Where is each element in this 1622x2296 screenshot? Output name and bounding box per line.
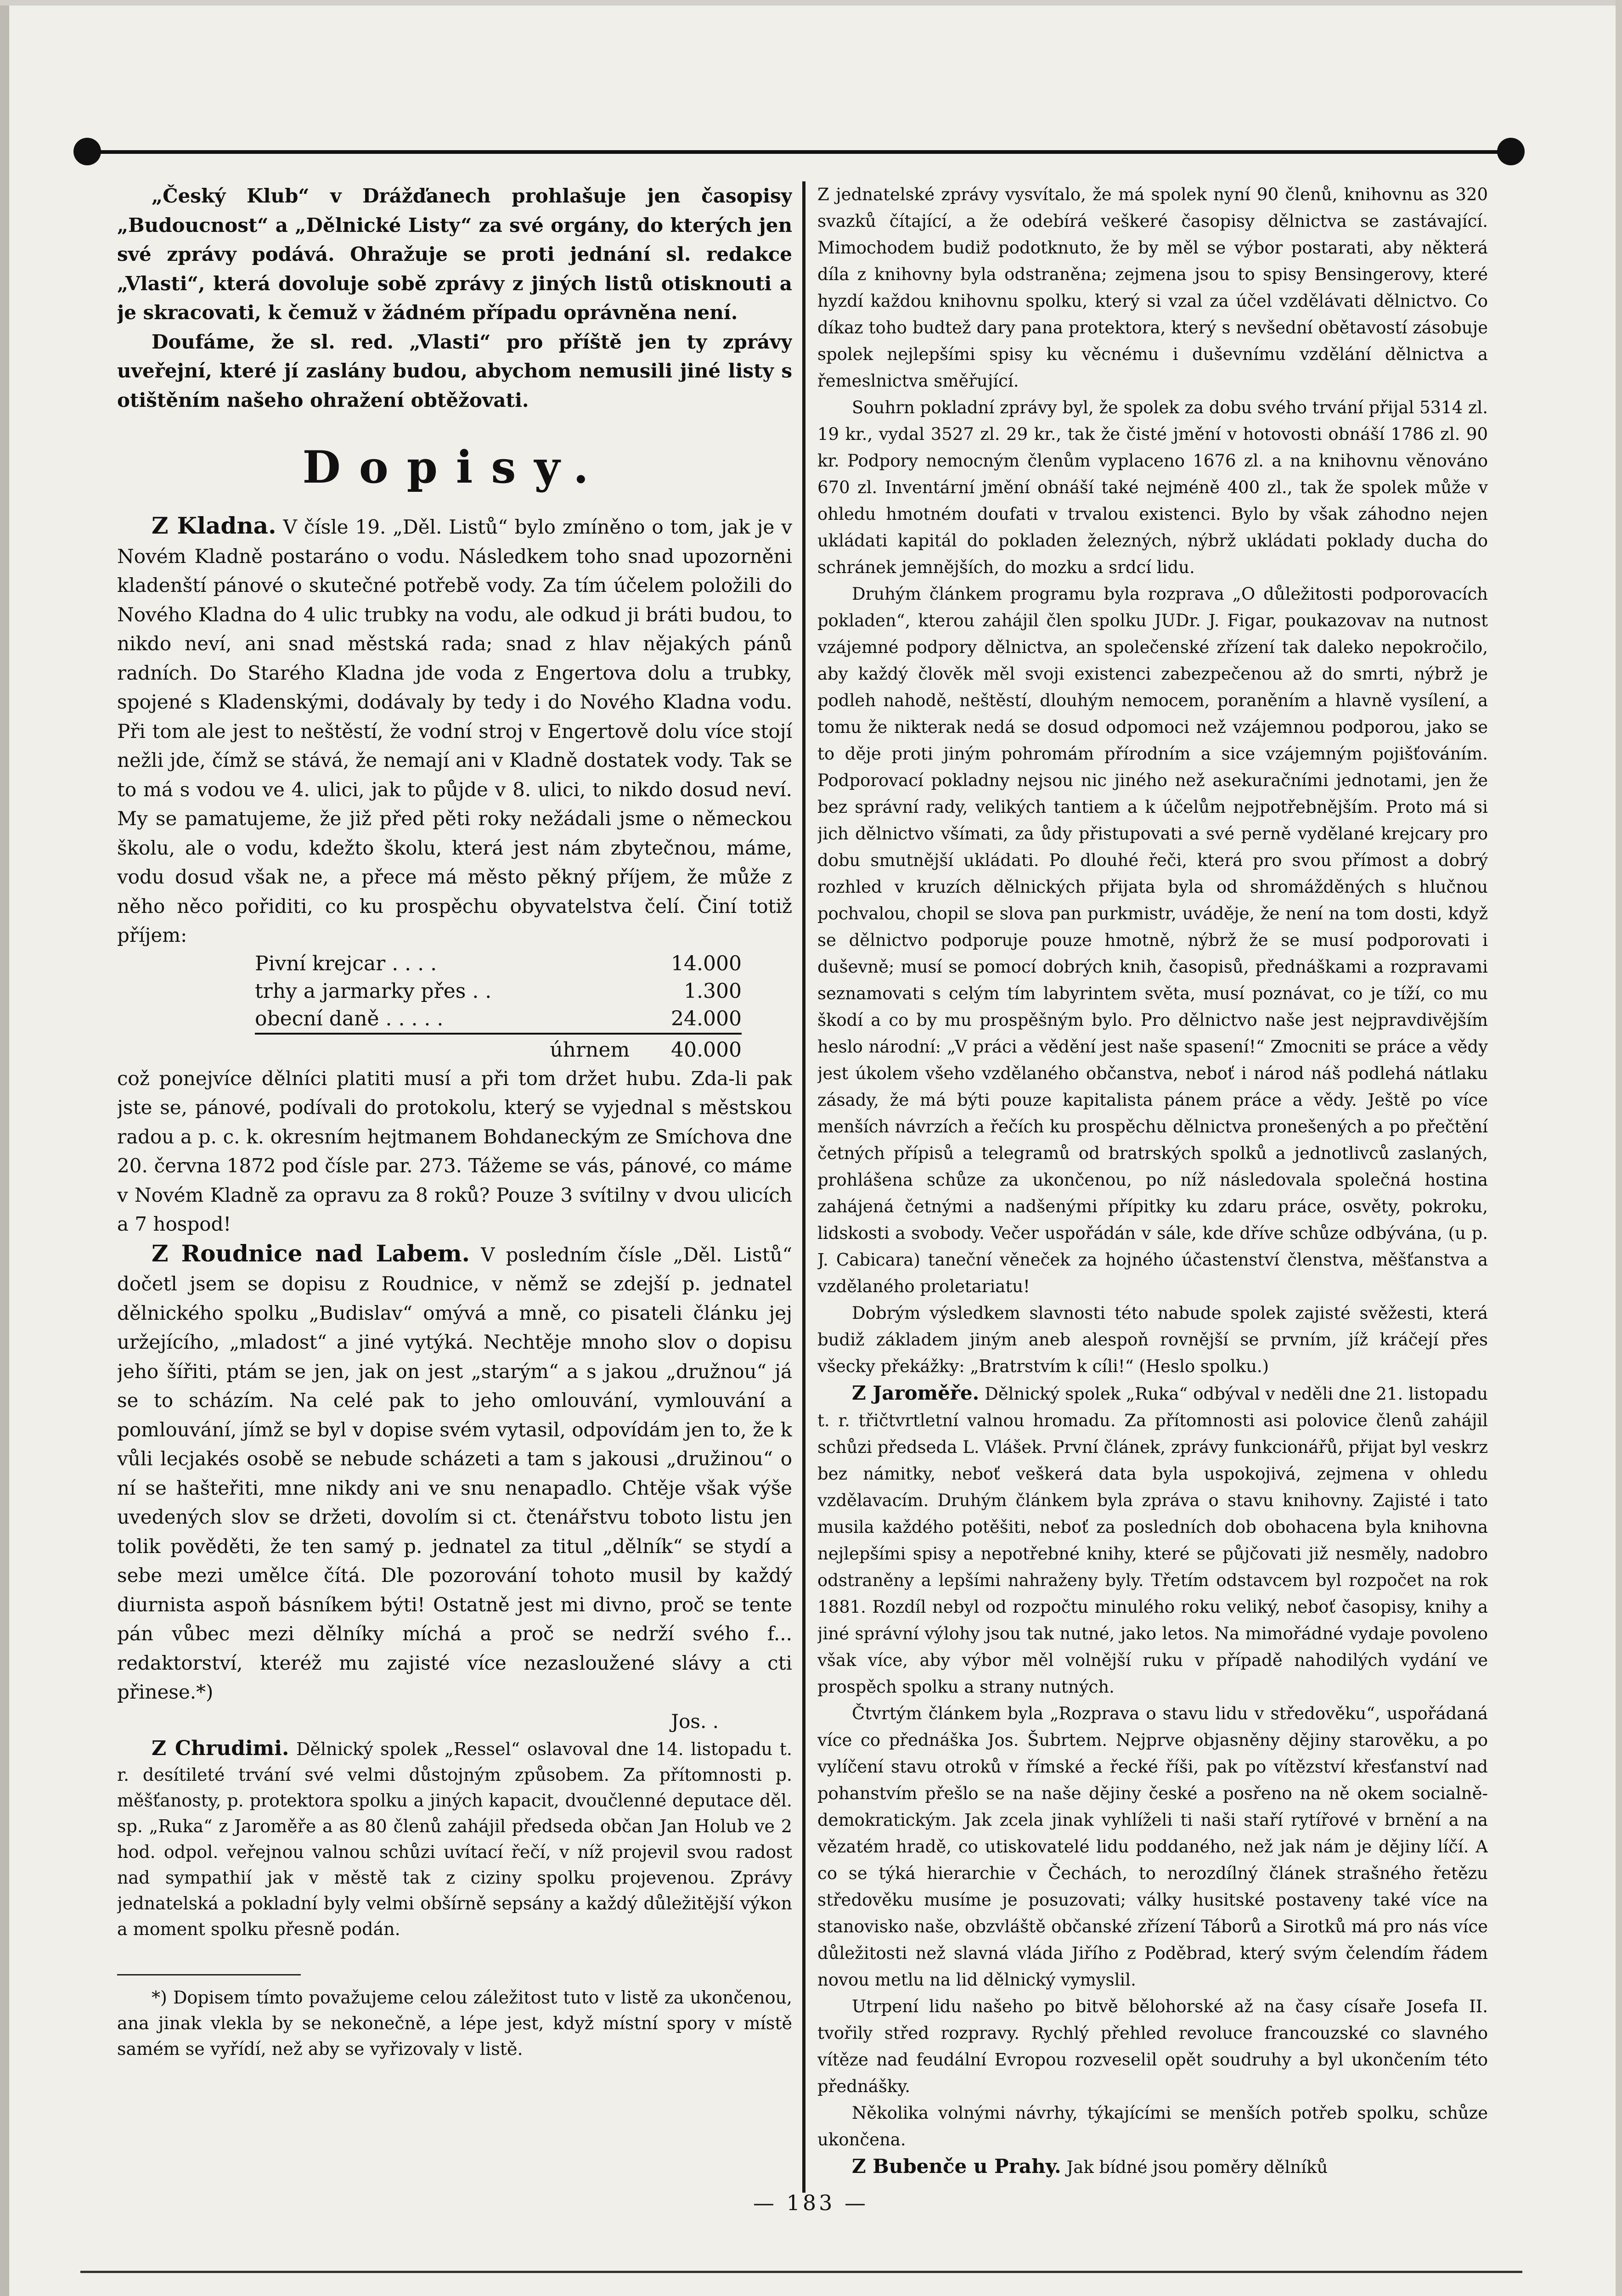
- corner-ornament-right: [1497, 138, 1525, 165]
- income-value: 1.300: [684, 979, 742, 1003]
- letter-roudnice-text: V posledním čísle „Děl. Listů“ dočetl jsem se dopisu z Roudnice, v němž se zdejší p. jednatel dělnického spolku „Budislav“ omývá a mně, co pisateli článku jej uržejícího, „mladost“ a jiné vytýká. Nechtěje mnoho slov o dopisu jeho šířiti, ptám se jen, jak on jest „starým“ a s jakou „družnou“ já se to scházím. Na celé pak to jeho omlouvání, vymlouvání a pomlouvání, jímž se byl v dopise svém vytasil, odpovídám jen to, že k vůli lecjakés osobě se nebude scházeti a tam s jakousi „družinou“ o ní se hašteřiti, mne nikdy ani ve snu nenapadlo. Chtěje však výše uvedených slov se držeti, dovolím si ct. čtenářstvu toboto listu jen tolik pověděti, že ten samý p. jednatel za titul „dělník“ se stydí a sebe mezi umělce čítá. Dle pozorování tohoto musil by každý diurnista aspoň básníkem býti! Ostatně jest mi divno, proč se tente pán vůbec mezi dělníky míchá a proč se nedrží svého f... redaktorství, kteréž mu zajisté více nezasloužené slávy a cti přinese.*): [117, 1243, 792, 1703]
- letter-bubenec: [817, 2153, 1488, 2181]
- income-label: trhy a jarmarky přes . .: [255, 979, 492, 1003]
- letter-kladno-continued: což ponejvíce dělníci platiti musí a při tom držet hubu. Zda-li pak jste se, pánové, podívali do protokolu, který se vyjednal s městskou radou a p. c. k. okresním hejtmanem Bohdaneckým ze Smíchova dne 20. června 1872 pod čísle par. 273. Tážeme se vás, pánové, co máme v Novém Kladně za opravu za 8 roků? Pouze 3 svítilny v dvou ulicích a 7 hospod!: [117, 1067, 792, 1235]
- income-row: [255, 978, 742, 1005]
- letter-chrudim: [117, 1736, 792, 1942]
- klub-notice-2: Doufáme, že sl. red. „Vlasti“ pro příště jen ty zprávy uveřejní, které jí zaslány budou, abychom nemusili jiné listy s otištěním našeho ohražení obtěžovati.: [117, 330, 792, 411]
- right-column: [817, 181, 1488, 2220]
- page-number: — 183 —: [753, 2190, 869, 2215]
- jaromer-lecture-2: Utrpení lidu našeho po bitvě bělohorské až na časy císaře Josefa II. tvořily střed rozpravy. Rychlý přehled revoluce francouzské co slavného vítěze nad feudální Evropou rozveselil opět soudruhy a byl ukončením této přednášky.: [817, 1997, 1488, 2096]
- footnote-rule: [117, 1974, 301, 1975]
- letter-chrudim-text: Dělnický spolek „Ressel“ oslavoval dne 14. listopadu t. r. desítileté trvání své velmi důstojným způsobem. Za přítomnosti p. měšťanosty, p. protektora spolku a jiných kapacit, dvoučlenné deputace děl. sp. „Ruka“ z Jaroměře a as 80 členů zahájil předseda občan Jan Holub ve 2 hod. odpol. veřejnou valnou schůzi uvítací řečí, v níž projevil svou radost nad sympathií jak v městě tak z ciziny spolku projevenou. Zprávy jednatelská a pokladní byly velmi obšírně sepsány a každý důležitější výkon a moment spolku přesně podán.: [117, 1739, 792, 1939]
- section-heading-dopisy: Dopisy.: [302, 441, 607, 493]
- letter-chrudim-lead: Z Chrudimi.: [152, 1737, 289, 1760]
- scan-edge-left: [0, 0, 9, 2296]
- income-label: Pivní krejcar . . . .: [255, 951, 437, 975]
- letter-bubenec-lead: Z Bubenče u Prahy.: [852, 2155, 1061, 2178]
- letter-roudnice-signature: Jos. .: [671, 1710, 719, 1733]
- chrudim-report-conclusion: Dobrým výsledkem slavnosti této nabude spolek zajisté svěžesti, která budiž základem jiným aneb alespoň rovnější se prvním, jíž kráčejí přes všecky překážky: „Bratrstvím k cíli!“ (Heslo spolku.): [817, 1303, 1488, 1376]
- income-total-row: [255, 1034, 742, 1064]
- scan-edge-top: [0, 0, 1622, 6]
- left-column: [117, 181, 792, 2165]
- income-value: 14.000: [671, 951, 742, 975]
- jaromer-lecture: Čtvrtým článkem byla „Rozprava o stavu lidu v středověku“, uspořádaná více co přednáška Jos. Šubrtem. Nejprve objasněny dějiny starověku, a po vylíčení stavu otroků v římské a řecké říši, pak po vítězství křesťanství nad pohanstvím přešlo se na naše dějiny české a posřeno na ně okem socialně-demokratickým. Jak zcela jinak vyhlíželi ti naši staří rytířové v brnění a na vězatém hradě, co utiskovatelé lidu poddaného, než jak nám je dějiny líčí. A co se týká hierarchie v Čechách, to nerozdílný článek strašného řetězu středověku musíme je posuzovati; války husitské postaveny také více na stanovisko naše, obzvláště občanské zřízení Táborů a Sirotků má pro nás více důležitosti než slavná vláda Jiřího z Poděbrad, který svým čelendím řádem novou metlu na lid dělnický vymyslil.: [817, 1704, 1488, 1990]
- income-row: [255, 950, 742, 978]
- letter-kladno: [117, 511, 792, 950]
- letter-roudnice: [117, 1239, 792, 1707]
- letter-jaromer-lead: Z Jaroměře.: [852, 1382, 980, 1404]
- letter-kladno-lead: Z Kladna.: [152, 512, 276, 539]
- income-total-value: 40.000: [630, 1034, 742, 1064]
- chrudim-report-members: Z jednatelské zprávy vysvítalo, že má spolek nyní 90 členů, knihovnu as 320 svazků čítající, a že odebírá veškeré časopisy dělnictva se zastávající. Mimochodem budiž podotknuto, že by měl se výbor postarati, aby některá díla z knihovny byla odstraněna; zejmena jsou to spisy Bensingerovy, které hyzdí každou knihovnu spolku, který si vzal za účel vzdělávati dělnictvo. Co díkaz toho budtež dary pana protektora, který s nevšední obětavostí zásobuje spolek nejlepšími spisy ku věcnému i duševnímu vzdělání dělnictva a řemeslnictva směřující.: [817, 185, 1488, 391]
- income-total-label: úhrnem: [255, 1034, 630, 1064]
- scan-edge-right: [1616, 0, 1622, 2296]
- chrudim-report-finances: Souhrn pokladní zprávy byl, že spolek za dobu svého trvání přijal 5314 zl. 19 kr., vydal 3527 zl. 29 kr., tak že čisté jmění v hotovosti obnáší 1786 zl. 90 kr. Podpory nemocným členům vyplaceno 1676 zl. a na knihovnu věnováno 670 zl. Inventární jmění obnáší také nejméně 400 zl., tak že spolek může v ohledu hmotném doufati v trvalou existenci. Bylo by však záhodno nejen ukládati kapitál do pokladen železných, nýbrž ukládati poklady ducha do schránek jemnějších, do mozku a srdcí lidu.: [817, 398, 1488, 577]
- column-divider: [802, 181, 805, 2193]
- letter-jaromer-text: Dělnický spolek „Ruka“ odbýval v neděli dne 21. listopadu t. r. třičtvrtletní valnou hromadu. Za přítomnosti asi polovice členů zahájil schůzi předseda L. Vlášek. První článek, zprávy funkcionářů, přijat byl veskrz bez námitky, neboť veškerá data byla uspokojivá, zejmena v ohledu vzdělavacím. Druhým článkem byla zpráva o stavu knihovny. Zajisté i tato musila každého potěšiti, neboť za posledních dob obohacena byla knihovna nejlepšími spisy a nepotřebné knihy, které se půjčovati již nesměly, nadobro odstraněny a lepšími nahraženy byly. Třetím odstavcem byl rozpočet na rok 1881. Rozdíl nebyl od rozpočtu minulého roku veliký, neboť časopisy, knihy a jiné správní výlohy jsou tak nutné, jako letos. Na mimořádné vydaje povoleno však více, aby výbor měl volnější ruku v případě nahodilých vydání ve prospěch spolku a strany nutných.: [817, 1384, 1488, 1697]
- frame-top-rule: [80, 150, 1522, 154]
- letter-kladno-text: V čísle 19. „Děl. Listů“ bylo zmíněno o tom, jak je v Novém Kladně postaráno o vodu. Následkem toho snad upozorněni kladenští pánové o skutečné potřebě vody. Za tím účelem položili do Nového Kladna do 4 ulic trubky na vodu, ale odkud ji bráti budou, to nikdo neví, ani snad městská rada; snad z hlav nějakých pánů radních. Do Starého Kladna jde voda z Engertova dolu a trubky, spojené s Kladenskými, dodávaly by tedy i do Nového Kladna vodu. Při tom ale jest to neštěstí, že vodní stroj v Engertově dolu více stojí nežli jde, čímž se stává, že nemají ani v Kladně dostatek vody. Tak se to má s vodou ve 4. ulici, jak to půjde v 8. ulici, to nikdo dosud neví. My se pamatujeme, že již před pěti roky nežádali jsme o německou školu, ale o vodu, kdežto školu, která jest nám zbytečnou, máme, vodu dosud však ne, a přece má město pěkný příjem, že může z něho něco pořiditi, co ku prospěchu obyvatelstva čelí. Činí totiž příjem:: [117, 516, 792, 946]
- corner-ornament-left: [73, 138, 101, 165]
- income-table: [255, 950, 742, 1064]
- chrudim-report-lecture: Druhým článkem programu byla rozprava „O důležitosti podporovacích pokladen“, kterou zahájil člen spolku JUDr. J. Figar, poukazovav na nutnost vzájemné podpory dělnictva, an společenské zřízení tak daleko nepokročilo, aby každý člověk měl svoji existenci zabezpečenou až do smrti, nýbrž je podleh nahodě, neštěstí, dlouhým nemocem, poraněním a hlavně vysílení, a tomu že nikterak nedá se dosud odpomoci než vzájemnou podporou, jako se to děje proti jiným pohromám přírodním a sice vzájemným pojišťováním. Podporovací pokladny nejsou nic jiného než asekuračními jednotami, jen že bez správní rady, velikých tantiem a k účelům nejpotřebnějším. Proto má si jich dělnictvo všímati, za ůdy přistupovati a své perně vydělané krejcary pro dobu smutnější ukládati. Po dlouhé řeči, která pro svou přímost a dobrý rozhled v kruzích dělnických přijata byla od shromážděných s hlučnou pochvalou, chopil se slova pan purkmistr, uváděje, že není na tom dosti, když se dělnictvo podporuje pouze hmotně, nýbrž že se musí podporovati i duševně; musí se pomocí dobrých knih, časopisů, přednáškami a rozpravami seznamovati s celým tím labyrintem světa, musí poznávat, co je tíží, co mu škodí a co by mu prospěšným bylo. Pro dělnictvo naše jest nejpravdivějším heslo národní: „V práci a vědění jest naše spasení!“ Zmocniti se práce a vědy jest úkolem všeho vzdělaného občanstva, neboť i národ náš podlehá nátlaku zásady, že má býti pouze kapitalista pánem práce a vědy. Ještě po více menších návrzích a řečích ku prospěchu dělnictva pronešených a po přečtění četných přípisů a telegramů od bratrských spolků a jednotlivců zaslaných, prohlášena schůze za ukončenou, po níž následovala společná hostina zahájená četnými a nadšenými přípitky ku zdaru práce, osvěty, pokroku, lidskosti a svobody. Večer uspořádán v sále, kde dříve schůze odbývána, (u p. J. Cabicara) taneční věneček za hojného účastenství členstva, měšťanstva a vzdělaného proletariatu!: [817, 584, 1488, 1296]
- klub-notice: „Český Klub“ v Drážďanech prohlašuje jen časopisy „Budoucnost“ a „Dělnické Listy“ za své orgány, do kterých jen své zprávy podává. Ohražuje se proti jednání sl. redakce „Vlasti“, která dovoluje sobě zprávy z jiných listů otisknouti a je skracovati, k čemuž v žádném případu oprávněna není.: [117, 185, 792, 324]
- letter-roudnice-lead: Z Roudnice nad Labem.: [152, 1239, 470, 1267]
- income-label: obecní daně . . . . .: [255, 1007, 444, 1030]
- letter-jaromer: [817, 1380, 1488, 1700]
- footnote: [117, 1974, 792, 2062]
- frame-bottom-rule: [80, 2271, 1522, 2273]
- footnote-text: *) Dopisem tímto považujeme celou záležitost tuto v listě za ukončenou, ana jinak vlekla by se nekonečně, a lépe jest, když místní spory v místě samém se vyřídí, než aby se vyřizovaly v listě.: [117, 1987, 792, 2059]
- income-row: [255, 1005, 742, 1034]
- income-value: 24.000: [671, 1007, 742, 1030]
- jaromer-closing: Několika volnými návrhy, týkajícími se menších potřeb spolku, schůze ukončena.: [817, 2103, 1488, 2150]
- letter-bubenec-text: Jak bídné jsou poměry dělníků: [1066, 2157, 1328, 2177]
